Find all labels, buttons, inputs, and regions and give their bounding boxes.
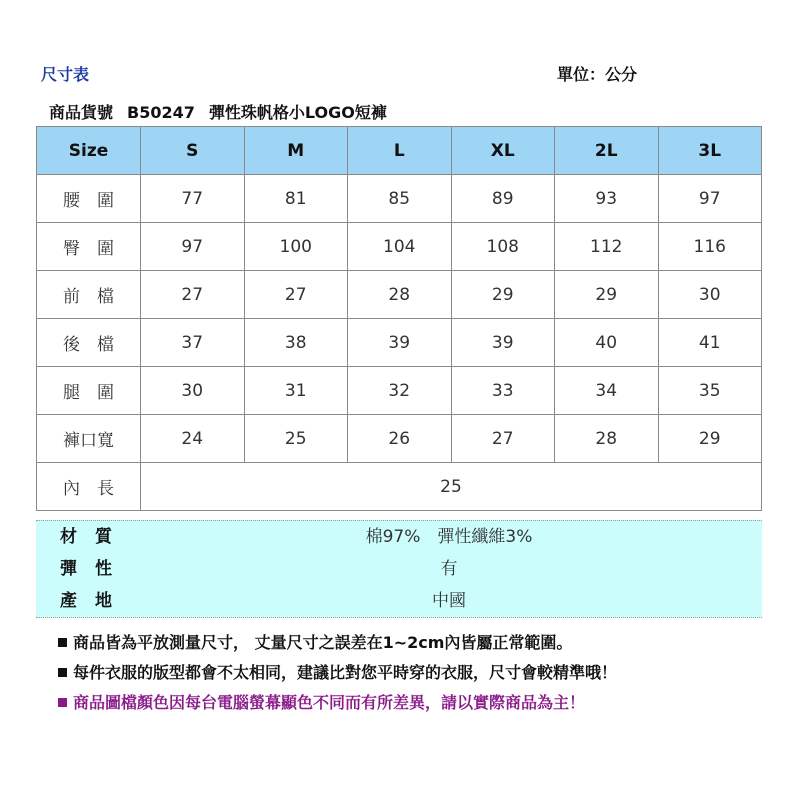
table-cell: 26 bbox=[348, 415, 452, 463]
row-label-inseam: 內 長 bbox=[37, 463, 141, 511]
row-label-waist: 腰 圍 bbox=[37, 175, 141, 223]
table-cell: 29 bbox=[555, 271, 659, 319]
table-cell: 27 bbox=[141, 271, 245, 319]
material-row-elastic bbox=[36, 553, 762, 585]
note-item bbox=[58, 688, 617, 718]
size-col-header: XL bbox=[451, 127, 555, 175]
table-cell: 89 bbox=[451, 175, 555, 223]
table-cell: 33 bbox=[451, 367, 555, 415]
table-cell: 30 bbox=[141, 367, 245, 415]
table-cell: 39 bbox=[451, 319, 555, 367]
chart-title: 尺寸表 bbox=[41, 65, 90, 84]
product-label: 商品貨號 bbox=[49, 103, 114, 122]
square-bullet-icon bbox=[58, 698, 67, 707]
size-col-header: S bbox=[141, 127, 245, 175]
note-item bbox=[58, 628, 617, 658]
square-bullet-icon bbox=[58, 638, 67, 647]
inseam-value: 25 bbox=[141, 463, 762, 511]
table-cell: 77 bbox=[141, 175, 245, 223]
table-cell: 29 bbox=[658, 415, 762, 463]
origin-label: 產地 bbox=[60, 591, 130, 611]
note-text: 每件衣服的版型都會不太相同，建議比對您平時穿的衣服，尺寸會較精準哦！ bbox=[73, 663, 618, 682]
row-label-leg-opening: 褲口寬 bbox=[37, 415, 141, 463]
material-panel bbox=[36, 520, 762, 618]
table-row bbox=[37, 175, 762, 223]
table-row bbox=[37, 415, 762, 463]
table-cell: 100 bbox=[244, 223, 348, 271]
row-label-front-rise: 前 檔 bbox=[37, 271, 141, 319]
table-cell: 41 bbox=[658, 319, 762, 367]
table-cell: 27 bbox=[244, 271, 348, 319]
table-cell: 27 bbox=[451, 415, 555, 463]
product-name: 彈性珠帆格小LOGO短褲 bbox=[208, 103, 387, 122]
table-cell: 40 bbox=[555, 319, 659, 367]
note-item bbox=[58, 658, 617, 688]
table-cell: 34 bbox=[555, 367, 659, 415]
table-cell: 85 bbox=[348, 175, 452, 223]
row-label-back-rise: 後 檔 bbox=[37, 319, 141, 367]
notes-list bbox=[58, 628, 617, 718]
table-cell: 24 bbox=[141, 415, 245, 463]
table-cell: 116 bbox=[658, 223, 762, 271]
table-cell: 93 bbox=[555, 175, 659, 223]
square-bullet-icon bbox=[58, 668, 67, 677]
product-code: B50247 bbox=[127, 103, 195, 122]
table-cell: 37 bbox=[141, 319, 245, 367]
table-row bbox=[37, 271, 762, 319]
table-cell: 112 bbox=[555, 223, 659, 271]
size-col-header: M bbox=[244, 127, 348, 175]
table-cell: 29 bbox=[451, 271, 555, 319]
table-cell: 108 bbox=[451, 223, 555, 271]
size-col-header: 2L bbox=[555, 127, 659, 175]
origin-value: 中國 bbox=[432, 591, 466, 611]
unit-label: 單位：公分 bbox=[557, 65, 638, 84]
table-cell: 28 bbox=[555, 415, 659, 463]
row-label-thigh: 腿 圍 bbox=[37, 367, 141, 415]
table-row bbox=[37, 319, 762, 367]
elastic-value: 有 bbox=[440, 559, 458, 579]
table-cell: 97 bbox=[658, 175, 762, 223]
table-cell: 35 bbox=[658, 367, 762, 415]
material-row-origin bbox=[36, 585, 762, 617]
table-cell: 104 bbox=[348, 223, 452, 271]
size-header-row bbox=[37, 127, 762, 175]
elastic-label: 彈性 bbox=[60, 559, 130, 579]
table-cell: 39 bbox=[348, 319, 452, 367]
note-text: 商品圖檔顏色因每台電腦螢幕顯色不同而有所差異，請以實際商品為主！ bbox=[73, 693, 586, 712]
size-header-label: Size bbox=[37, 127, 141, 175]
table-row bbox=[37, 463, 762, 511]
table-cell: 30 bbox=[658, 271, 762, 319]
table-cell: 31 bbox=[244, 367, 348, 415]
table-cell: 97 bbox=[141, 223, 245, 271]
fabric-value: 棉97% 彈性纖維3% bbox=[365, 527, 533, 547]
table-cell: 81 bbox=[244, 175, 348, 223]
table-cell: 28 bbox=[348, 271, 452, 319]
table-cell: 32 bbox=[348, 367, 452, 415]
fabric-label: 材質 bbox=[60, 527, 130, 547]
table-row bbox=[37, 367, 762, 415]
size-col-header: 3L bbox=[658, 127, 762, 175]
size-table bbox=[36, 126, 762, 511]
table-row bbox=[37, 223, 762, 271]
table-cell: 25 bbox=[244, 415, 348, 463]
table-cell: 38 bbox=[244, 319, 348, 367]
row-label-hip: 臀 圍 bbox=[37, 223, 141, 271]
material-row-fabric bbox=[36, 521, 762, 553]
product-line bbox=[49, 100, 401, 123]
note-text: 商品皆為平放測量尺寸， 丈量尺寸之誤差在1~2cm內皆屬正常範圍。 bbox=[73, 633, 573, 652]
size-col-header: L bbox=[348, 127, 452, 175]
